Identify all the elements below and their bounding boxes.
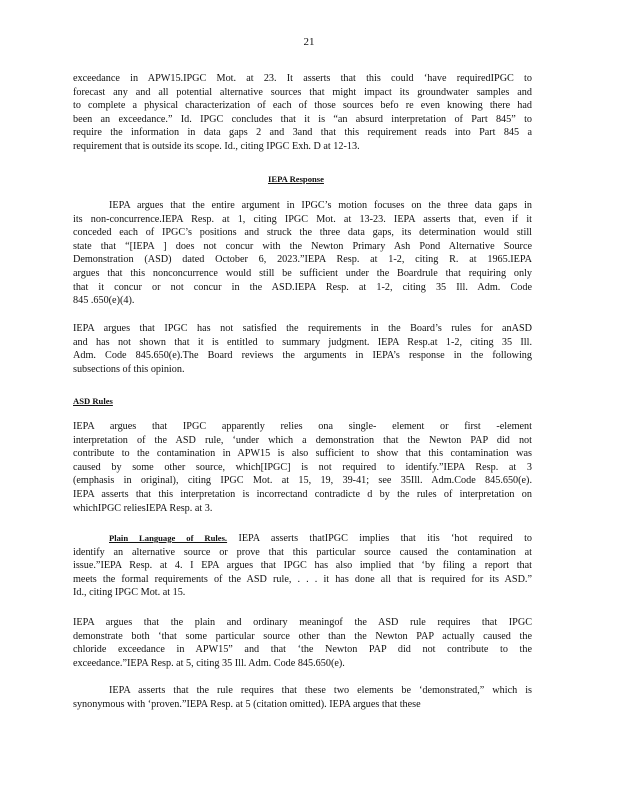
text-line: Demonstration (ASD) dated October 6, 2023.”IEPA Resp. at 1-2, citing R. at 1965.IEPA xyxy=(73,254,532,266)
text-line: exceedance in APW15.IPGC Mot. at 23. It asserts that this could ‘have requiredIPGC to xyxy=(73,73,532,84)
text-line: contribute to the contamination in APW15 is also sufficient to show that this contamination was xyxy=(73,448,532,460)
text-line: chloride exceedance in APW15” and that ‘the Newton PAP did not contribute to the xyxy=(73,644,532,656)
paragraph-demonstrated xyxy=(73,684,532,711)
text-line: state that “[IEPA ] does not concur with the Newton Primary Ash Pond Alternative Source xyxy=(73,240,532,252)
text-line xyxy=(73,532,532,546)
text-line: 845 .650(e)(4). xyxy=(73,295,135,307)
text-line: Id., citing IPGC Mot. at 15. xyxy=(73,587,186,599)
text-line: IEPA argues that IPGC has not satisfied the requirements in the Board’s rules for anASD xyxy=(73,323,532,334)
text-line: IEPA argues that the plain and ordinary meaningof the ASD rule requires that IPGC xyxy=(73,617,532,628)
paragraph-plain-meaning xyxy=(73,616,532,670)
text-line: IEPA argues that IPGC apparently relies ona single- element or first -element xyxy=(73,421,532,432)
text-line: and has not shown that it is entitled to summary judgment. IEPA Resp.at 1-2, citing 35 Ill. xyxy=(73,336,532,348)
text-line: synonymous with ‘proven.”IEPA Resp. at 5 (citation omitted). IEPA argues that these xyxy=(73,698,421,710)
text-line: IEPA asserts that the rule requires that these two elements be ‘demonstrated,” which is xyxy=(109,685,532,696)
text-line: demonstrate both ‘that some particular source other than the Newton PAP actually caused the xyxy=(73,630,532,642)
text-line: issue.”IEPA Resp. at 4. I EPA argues that IPGC has also implied that ‘by filing a report that xyxy=(73,560,532,572)
text-line: Adm. Code 845.650(e).The Board reviews the arguments in IEPA’s response in the following xyxy=(73,350,532,362)
text-line: been an exceedance.” Id. IPGC concludes that it is “an absurd interpretation of Part 845” to xyxy=(73,113,532,125)
text-line: interpretation of the ASD rule, ‘under which a demonstration that the Newton PAP did not xyxy=(73,434,532,446)
text-line: require the information in data gaps 2 and 3and that this requirement reads into Part 845 a xyxy=(73,127,532,139)
text-line: its non-concurrence.IEPA Resp. at 1, citing IPGC Mot. at 13-23. IEPA asserts that, even if it xyxy=(73,213,532,225)
text-line: caused by some other source, which[IPGC] is not required to identify.”IEPA Resp. at 3 xyxy=(73,461,532,473)
text-line: forecast any and all potential alternative sources that might impact its groundwater samples and xyxy=(73,86,532,98)
paragraph-iepa-requirements xyxy=(73,322,532,376)
paragraph-iepa-argues xyxy=(73,199,532,308)
text-line: to complete a physical characterization of each of those sources befo re even knowing there had xyxy=(73,100,532,112)
heading-iepa-response: IEPA Response xyxy=(268,174,324,184)
text-line-content: IEPA asserts thatIPGC implies that itis ‘hot required to xyxy=(238,533,532,544)
text-line: identify an alternative source or prove that this particular source caused the contamination at xyxy=(73,546,532,558)
text-line: whichIPGC reliesIEPA Resp. at 3. xyxy=(73,502,213,514)
text-line: argues that this nonconcurrence would still be sufficient under the Boardrule that requiring only xyxy=(73,267,532,279)
text-line: meets the formal requirements of the ASD rule, . . . it has done all that is required for its ASD.” xyxy=(73,573,532,585)
page-number: 21 xyxy=(303,36,315,48)
text-line: IEPA asserts that this interpretation is incorrectand contradicte d by the rules of interpretation on xyxy=(73,488,532,500)
text-line: IEPA argues that the entire argument in IPGC’s motion focuses on the three data gaps in xyxy=(109,200,532,211)
paragraph-ipgc-conclusion xyxy=(73,72,532,154)
text-line: exceedance.”IEPA Resp. at 5, citing 35 Ill. Adm. Code 845.650(e). xyxy=(73,657,345,669)
text-line: requirement that is outside its scope. Id., citing IPGC Exh. D at 12-13. xyxy=(73,140,360,152)
paragraph-plain-language xyxy=(73,532,532,600)
text-line: that it concur or not concur in the ASD.IEPA Resp. at 1-2, citing 35 Ill. Adm. Code xyxy=(73,281,532,293)
text-line: subsections of this opinion. xyxy=(73,363,185,375)
text-line: conceded each of IPGC’s positions and struck the three data gaps, its determination would still xyxy=(73,227,532,239)
subheading-plain-language: Plain Language of Rules. xyxy=(109,533,228,543)
heading-asd-rules: ASD Rules xyxy=(73,396,113,406)
paragraph-asd-interpretation xyxy=(73,420,532,515)
text-line: (emphasis in original), citing IPGC Mot. at 15, 19, 39-41; see 35Ill. Adm.Code 845.650(e). xyxy=(73,475,532,487)
